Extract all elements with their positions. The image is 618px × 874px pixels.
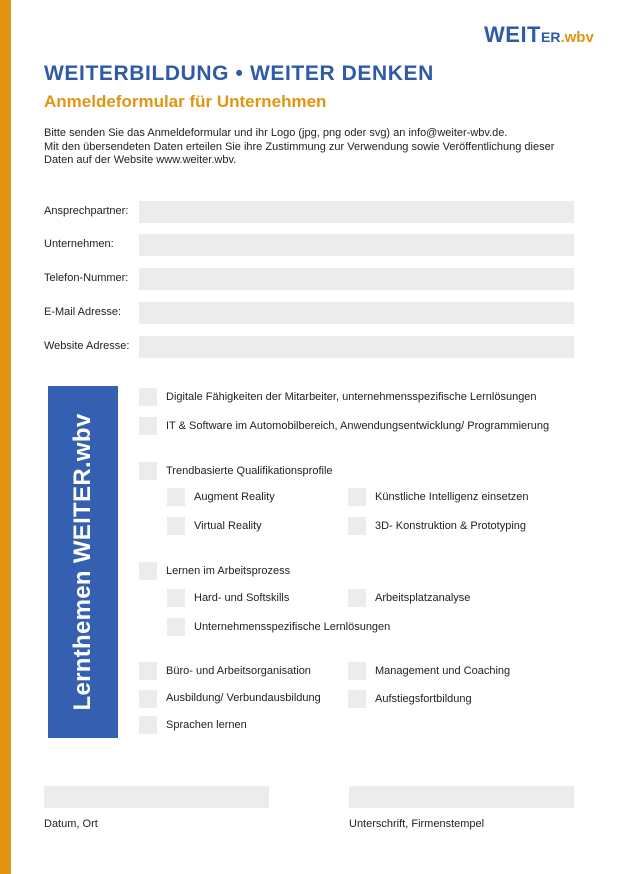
logo-part-er: ER <box>541 29 561 45</box>
topic-label-languages: Sprachen lernen <box>166 719 247 731</box>
topic-label-ai: Künstliche Intelligenz einsetzen <box>375 491 529 503</box>
topic-checkbox-work-process-learning[interactable] <box>139 562 157 580</box>
topic-checkbox-augment-reality[interactable] <box>167 488 185 506</box>
topic-label-digital-skills: Digitale Fähigkeiten der Mitarbeiter, unternehmensspezifische Lernlösungen <box>166 391 537 403</box>
topic-checkbox-management-coaching[interactable] <box>348 662 366 680</box>
contact-person-label: Ansprechpartner: <box>44 205 129 217</box>
orange-side-stripe <box>0 0 11 874</box>
topic-label-office-organisation: Büro- und Arbeitsorganisation <box>166 665 311 677</box>
topic-label-trend-profiles: Trendbasierte Qualifikationsprofile <box>166 465 333 477</box>
topic-checkbox-ai[interactable] <box>348 488 366 506</box>
signature-input[interactable] <box>349 786 574 808</box>
topic-label-augment-reality: Augment Reality <box>194 491 275 503</box>
topic-label-management-coaching: Management und Coaching <box>375 665 511 677</box>
topic-checkbox-virtual-reality[interactable] <box>167 517 185 535</box>
email-input[interactable] <box>139 302 574 324</box>
weiter-wbv-logo <box>484 22 594 48</box>
topic-checkbox-company-learning-solutions[interactable] <box>167 618 185 636</box>
topic-checkbox-trend-profiles[interactable] <box>139 462 157 480</box>
topic-checkbox-office-organisation[interactable] <box>139 662 157 680</box>
learning-topics-heading: Lernthemen WEITER.wbv <box>69 413 96 711</box>
logo-part-weit: WEIT <box>484 22 541 47</box>
intro-text <box>44 127 589 168</box>
page-title: WEITERBILDUNG • WEITER DENKEN <box>44 62 434 85</box>
website-label: Website Adresse: <box>44 340 130 352</box>
topic-label-advanced-training: Aufstiegsfortbildung <box>375 693 472 705</box>
topic-label-work-process-learning: Lernen im Arbeitsprozess <box>166 565 291 577</box>
company-label: Unternehmen: <box>44 238 114 250</box>
date-place-input[interactable] <box>44 786 269 808</box>
intro-line-3: Daten auf der Website www.weiter.wbv. <box>44 154 237 166</box>
topic-label-vocational-training: Ausbildung/ Verbundausbildung <box>166 692 321 704</box>
topic-label-company-learning-solutions: Unternehmensspezifische Lernlösungen <box>194 621 391 633</box>
phone-label: Telefon-Nummer: <box>44 272 129 284</box>
topic-checkbox-digital-skills[interactable] <box>139 388 157 406</box>
topic-label-virtual-reality: Virtual Reality <box>194 520 262 532</box>
company-input[interactable] <box>139 234 574 256</box>
topic-checkbox-languages[interactable] <box>139 716 157 734</box>
signature-label: Unterschrift, Firmenstempel <box>349 818 485 830</box>
topic-label-hard-soft-skills: Hard- und Softskills <box>194 592 290 604</box>
topic-label-3d-construction: 3D- Konstruktion & Prototyping <box>375 520 527 532</box>
intro-line-2: Mit den übersendeten Daten erteilen Sie ihre Zustimmung zur Verwendung sowie Veröffentlichung dieser <box>44 140 555 153</box>
topic-checkbox-it-software[interactable] <box>139 417 157 435</box>
topic-checkbox-3d-construction[interactable] <box>348 517 366 535</box>
topic-checkbox-workplace-analysis[interactable] <box>348 589 366 607</box>
date-place-label: Datum, Ort <box>44 818 98 830</box>
topic-label-it-software: IT & Software im Automobilbereich, Anwendungsentwicklung/ Programmierung <box>166 420 550 432</box>
topic-checkbox-advanced-training[interactable] <box>348 690 366 708</box>
topic-checkbox-vocational-training[interactable] <box>139 690 157 708</box>
topic-label-workplace-analysis: Arbeitsplatzanalyse <box>375 592 471 604</box>
email-label: E-Mail Adresse: <box>44 306 122 318</box>
page-subtitle: Anmeldeformular für Unternehmen <box>44 92 327 111</box>
website-input[interactable] <box>139 336 574 358</box>
logo-part-wbv: .wbv <box>560 29 594 46</box>
topic-checkbox-hard-soft-skills[interactable] <box>167 589 185 607</box>
intro-line-1: Bitte senden Sie das Anmeldeformular und ihr Logo (jpg, png oder svg) an info@weiter-wbv.de. <box>44 127 508 139</box>
contact-person-input[interactable] <box>139 201 574 223</box>
phone-input[interactable] <box>139 268 574 290</box>
